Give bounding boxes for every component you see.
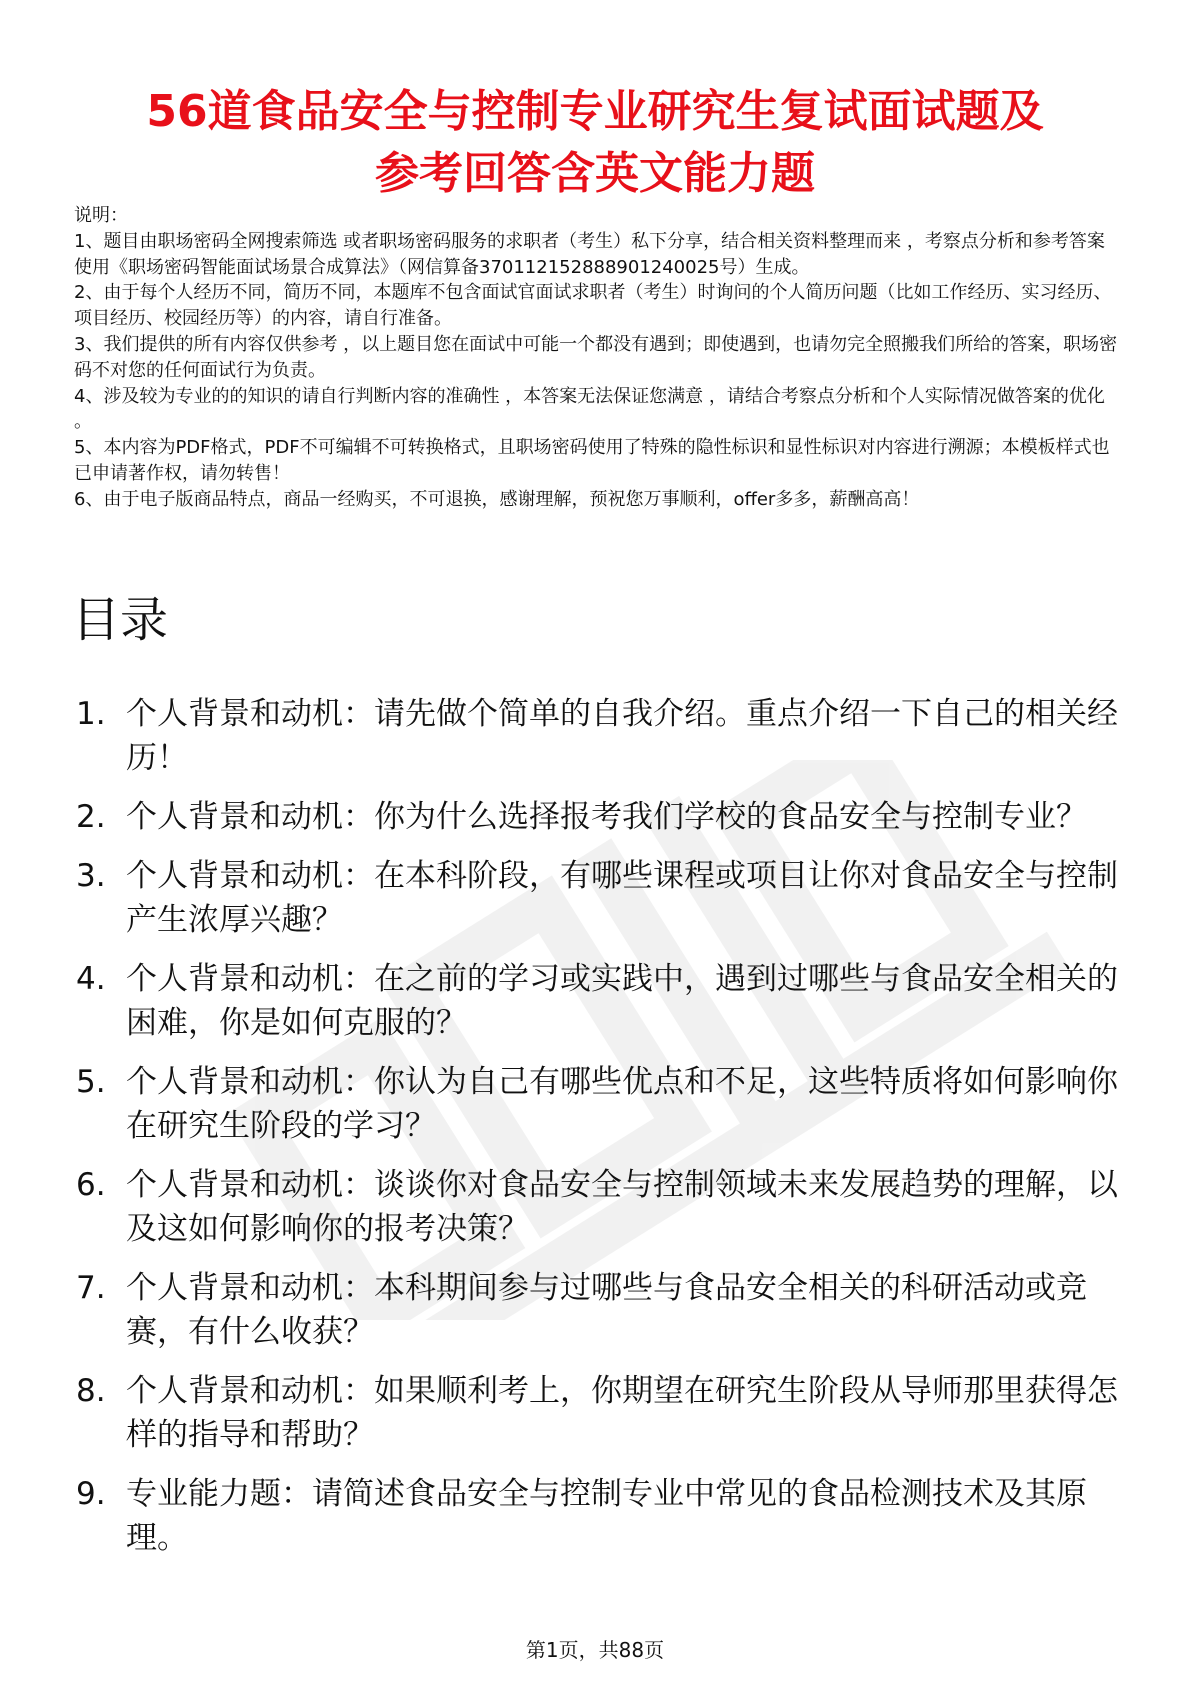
toc-item-number: 1. bbox=[76, 696, 106, 732]
toc-heading: 目录 bbox=[72, 592, 169, 648]
toc-item-7[interactable] bbox=[72, 1266, 1132, 1354]
notes-item-1: 1、题目由职场密码全网搜索筛选 或者职场密码服务的求职者（考生）私下分享，结合相关资料整理而来 ，考察点分析和参考答案使用《职场密码智能面试场景合成算法》（网信算备370112152888901240025号）生成。 bbox=[74, 230, 1105, 278]
toc-item-text: 个人背景和动机：请先做个简单的自我介绍。重点介绍一下自己的相关经历！ bbox=[126, 696, 1118, 776]
toc-item-8[interactable] bbox=[72, 1369, 1132, 1457]
toc-item-number: 7. bbox=[76, 1270, 106, 1306]
document-title-line-1: 56道食品安全与控制专业研究生复试面试题及 bbox=[146, 86, 1044, 138]
toc-item-number: 4. bbox=[76, 961, 106, 997]
notes-heading: 说明： bbox=[74, 205, 128, 226]
toc-item-4[interactable] bbox=[72, 957, 1132, 1045]
notes-item-5: 5、本内容为PDF格式，PDF不可编辑不可转换格式，且职场密码使用了特殊的隐性标识和显性标识对内容进行溯源；本模板样式也已申请著作权，请勿转售！ bbox=[74, 437, 1110, 484]
toc-item-6[interactable] bbox=[72, 1163, 1132, 1251]
toc-item-text: 个人背景和动机：你认为自己有哪些优点和不足，这些特质将如何影响你在研究生阶段的学习？ bbox=[126, 1064, 1118, 1144]
page-number: 第1页，共88页 bbox=[525, 1638, 665, 1662]
document-title bbox=[60, 81, 1130, 205]
notes-item-2: 2、由于每个人经历不同，简历不同，本题库不包含面试官面试求职者（考生）时询问的个人简历问题（比如工作经历、实习经历、项目经历、校园经历等）的内容，请自行准备。 bbox=[74, 282, 1112, 330]
toc-item-number: 5. bbox=[76, 1064, 106, 1100]
notes-item-3: 3、我们提供的所有内容仅供参考 ，以上题目您在面试中可能一个都没有遇到；即使遇到，也请勿完全照搬我们所给的答案，职场密码不对您的任何面试行为负责。 bbox=[74, 333, 1118, 381]
toc-item-text: 个人背景和动机：如果顺利考上，你期望在研究生阶段从导师那里获得怎样的指导和帮助？ bbox=[126, 1373, 1118, 1453]
toc-item-9[interactable] bbox=[72, 1472, 1132, 1560]
toc-item-number: 9. bbox=[76, 1476, 106, 1512]
notes-item-6: 6、由于电子版商品特点，商品一经购买，不可退换，感谢理解，预祝您万事顺利，offer多多，薪酬高高！ bbox=[74, 488, 920, 510]
toc-item-5[interactable] bbox=[72, 1060, 1132, 1148]
notes-section bbox=[74, 203, 1122, 513]
toc-item-1[interactable] bbox=[72, 692, 1132, 780]
toc-item-text: 个人背景和动机：在本科阶段，有哪些课程或项目让你对食品安全与控制产生浓厚兴趣？ bbox=[126, 858, 1118, 938]
toc-item-number: 2. bbox=[76, 799, 106, 835]
toc-list bbox=[72, 692, 1132, 1575]
toc-item-number: 8. bbox=[76, 1373, 106, 1409]
toc-item-text: 个人背景和动机：本科期间参与过哪些与食品安全相关的科研活动或竞赛，有什么收获？ bbox=[126, 1270, 1087, 1350]
page-footer bbox=[0, 1637, 1190, 1663]
toc-item-text: 个人背景和动机：在之前的学习或实践中，遇到过哪些与食品安全相关的困难，你是如何克服的？ bbox=[126, 961, 1118, 1041]
toc-item-2[interactable] bbox=[72, 795, 1132, 839]
document-title-line-2: 参考回答含英文能力题 bbox=[375, 148, 815, 200]
toc-item-3[interactable] bbox=[72, 854, 1132, 942]
notes-item-4: 4、涉及较为专业的的知识的请自行判断内容的准确性 ，本答案无法保证您满意 ，请结合考察点分析和个人实际情况做答案的优化 。 bbox=[74, 385, 1105, 433]
toc-item-text: 专业能力题：请简述食品安全与控制专业中常见的食品检测技术及其原理。 bbox=[126, 1476, 1087, 1556]
toc-item-text: 个人背景和动机：谈谈你对食品安全与控制领域未来发展趋势的理解，以及这如何影响你的报考决策？ bbox=[126, 1167, 1118, 1247]
toc-item-number: 6. bbox=[76, 1167, 106, 1203]
toc-item-text: 个人背景和动机：你为什么选择报考我们学校的食品安全与控制专业？ bbox=[126, 799, 1087, 835]
toc-item-number: 3. bbox=[76, 858, 106, 894]
